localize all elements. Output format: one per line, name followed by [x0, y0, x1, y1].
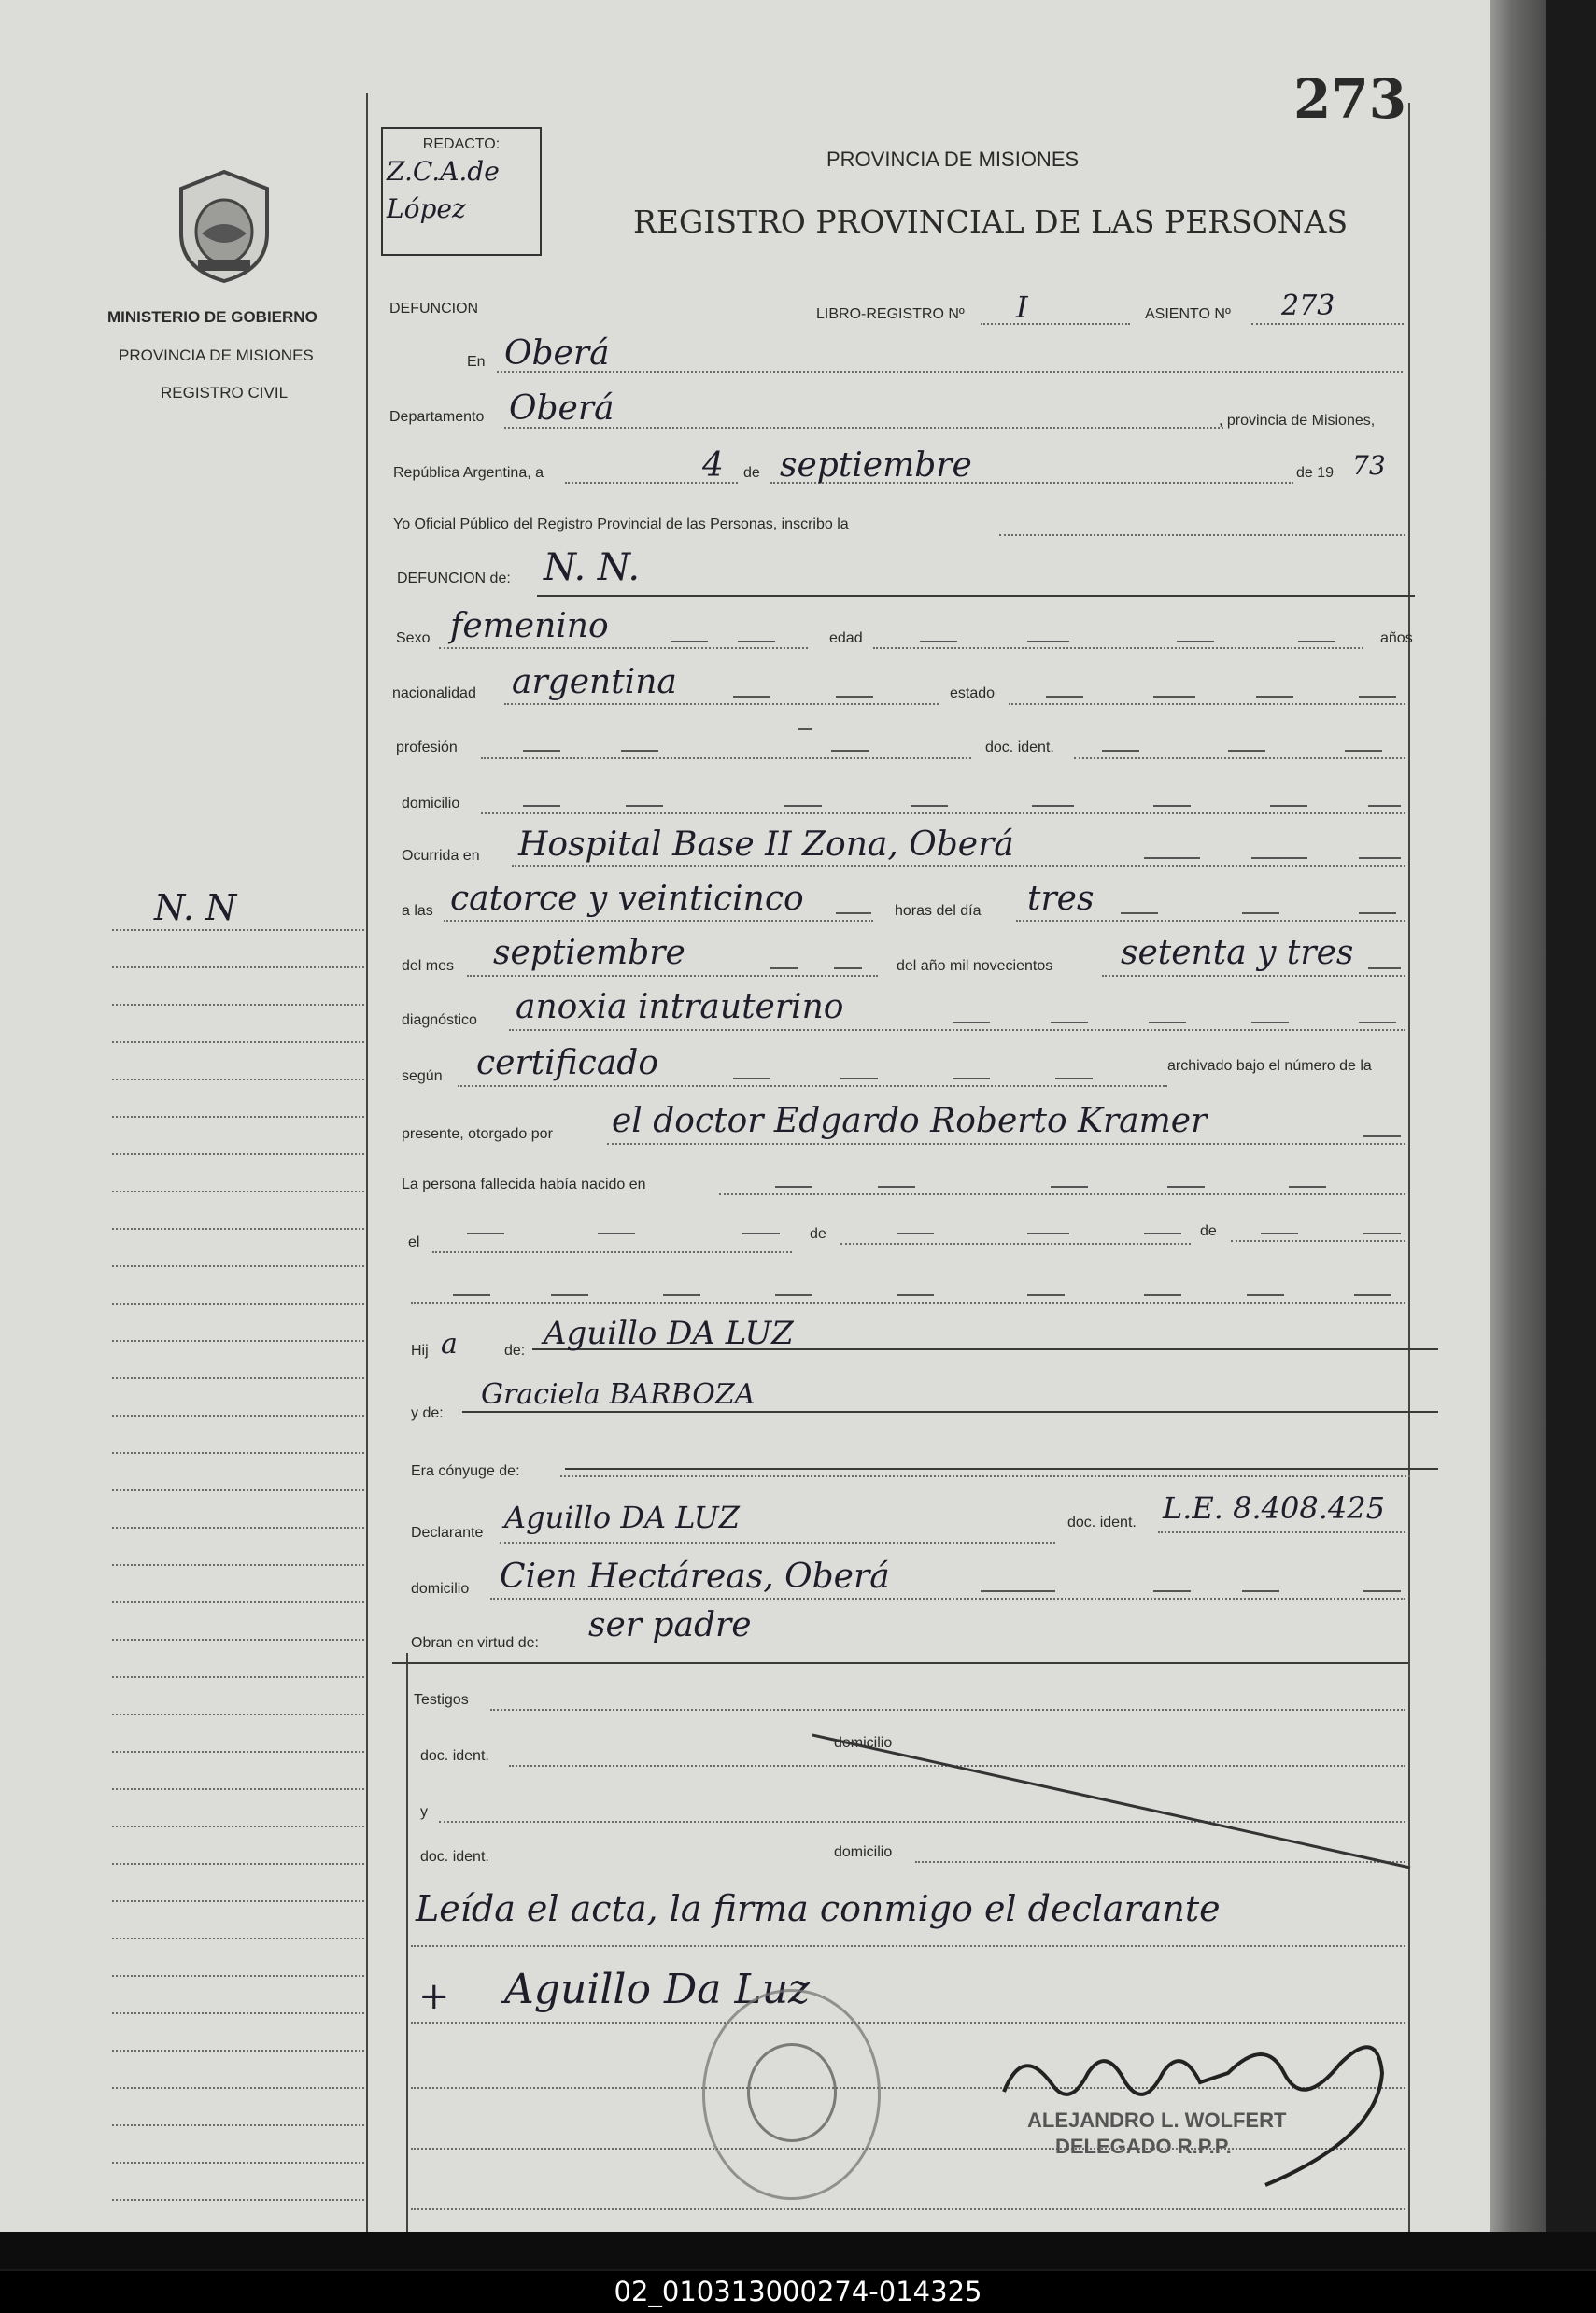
- anos-label: años: [1380, 630, 1413, 646]
- obran-value: ser padre: [588, 1606, 752, 1644]
- testigo-doc-label: doc. ident.: [420, 1748, 489, 1764]
- testigos-label: Testigos: [414, 1692, 469, 1708]
- coat-of-arms-seal: [174, 168, 275, 285]
- redacto-label: REDACTO:: [422, 136, 501, 152]
- defuncion-de-value: N. N.: [544, 546, 641, 589]
- dia-ocurrida-value: tres: [1027, 880, 1095, 918]
- decl-domicilio-label: domicilio: [411, 1581, 470, 1597]
- closing-plus: +: [418, 1975, 450, 2018]
- asiento-label: ASIENTO Nº: [1145, 306, 1231, 322]
- libro-label: LIBRO-REGISTRO Nº: [816, 306, 965, 322]
- redacto-box: [381, 127, 542, 256]
- diagnostico-label: diagnóstico: [402, 1012, 477, 1028]
- de-year-label: de 19: [1296, 465, 1335, 481]
- registro-civil-label: REGISTRO CIVIL: [161, 384, 289, 402]
- de2-label: de: [1200, 1223, 1217, 1239]
- left-margin-line: [366, 93, 368, 2232]
- closing-text: Leída el acta, la firma conmigo el declarante: [416, 1888, 1221, 1929]
- testigo2-domicilio-label: domicilio: [834, 1844, 893, 1860]
- nacionalidad-value: argentina: [512, 663, 677, 701]
- dia-value: 4: [702, 446, 724, 485]
- a-las-label: a las: [402, 903, 433, 919]
- segun-value: certificado: [476, 1044, 659, 1082]
- provincia-label: PROVINCIA DE MISIONES: [119, 346, 314, 364]
- asiento-value: 273: [1281, 289, 1335, 322]
- margin-note: N. N: [154, 887, 237, 928]
- republica-label: República Argentina, a: [393, 465, 544, 481]
- a-las-value: catorce y veinticinco: [450, 880, 804, 918]
- ministerio-label: MINISTERIO DE GOBIERNO: [107, 308, 318, 326]
- defuncion-de-label: DEFUNCION de:: [397, 571, 511, 586]
- year-value: 73: [1352, 450, 1386, 481]
- horas-label: horas del día: [895, 903, 982, 919]
- profesion-doc-label: doc. ident.: [985, 740, 1054, 755]
- departamento-value: Oberá: [509, 389, 614, 428]
- declarante-value: Aguillo DA LUZ: [504, 1500, 740, 1535]
- hij-suffix: a: [441, 1328, 458, 1361]
- archivado-label: archivado bajo el número de la: [1167, 1058, 1372, 1074]
- defuncion-label: DEFUNCION: [389, 301, 479, 317]
- de1-label: de: [810, 1226, 826, 1242]
- decl-doc-value: L.E. 8.408.425: [1163, 1490, 1385, 1526]
- madre-value: Graciela BARBOZA: [481, 1378, 756, 1411]
- inner-left-line: [406, 1653, 408, 2232]
- yo-oficial-text: Yo Oficial Público del Registro Provincial de las Personas, inscribo la: [393, 516, 849, 532]
- scan-border: [0, 2232, 1596, 2269]
- header-province: PROVINCIA DE MISIONES: [826, 148, 1080, 171]
- en-label: En: [467, 354, 486, 370]
- conyuge-label: Era cónyuge de:: [411, 1463, 520, 1479]
- nacido-label: La persona fallecida había nacido en: [402, 1177, 646, 1192]
- decl-doc-label: doc. ident.: [1067, 1515, 1137, 1530]
- diagnostico-value: anoxia intrauterino: [516, 988, 844, 1026]
- testigo2-doc-label: doc. ident.: [420, 1849, 489, 1865]
- segun-label: según: [402, 1068, 443, 1084]
- hij-de-label: de:: [504, 1343, 526, 1359]
- nacionalidad-label: nacionalidad: [392, 685, 476, 701]
- declarante-label: Declarante: [411, 1525, 484, 1541]
- obran-label: Obran en virtud de:: [411, 1635, 539, 1651]
- hij-label: Hij: [411, 1343, 429, 1359]
- profesion-label: profesión: [396, 740, 458, 755]
- ocurrida-label: Ocurrida en: [402, 848, 480, 864]
- sexo-label: Sexo: [396, 630, 431, 646]
- mes-value: septiembre: [780, 446, 972, 485]
- del-mes-value: septiembre: [493, 934, 685, 972]
- witness-strike-line: [812, 1728, 1419, 1877]
- rubber-stamp-name: ALEJANDRO L. WOLFERT: [1027, 2108, 1287, 2132]
- el-label: el: [408, 1234, 420, 1250]
- redacto-name: Z.C.A.de López: [387, 156, 500, 224]
- testigo-domicilio-label: domicilio: [834, 1735, 893, 1751]
- del-ano-value: setenta y tres: [1121, 934, 1354, 972]
- sexo-value: femenino: [450, 607, 609, 645]
- presente-value: el doctor Edgardo Roberto Kramer: [612, 1102, 1208, 1140]
- book-binding: [1490, 0, 1546, 2232]
- domicilio-label: domicilio: [402, 796, 460, 811]
- registry-round-stamp: [702, 1989, 881, 2200]
- libro-value: I: [1016, 289, 1028, 325]
- presente-label: presente, otorgado por: [402, 1126, 553, 1142]
- official-signature: [985, 2008, 1396, 2194]
- ocurrida-value: Hospital Base II Zona, Oberá: [518, 825, 1014, 864]
- image-caption: 02_010313000274-014325: [0, 2271, 1596, 2313]
- decl-domicilio-value: Cien Hectáreas, Oberá: [500, 1558, 890, 1596]
- departamento-label: Departamento: [389, 409, 485, 425]
- rubber-stamp-title: DELEGADO R.P.P.: [1055, 2135, 1232, 2158]
- declarant-signature: Aguillo Da Luz: [504, 1966, 811, 2013]
- del-ano-label: del año mil novecientos: [897, 958, 1053, 974]
- edad-label: edad: [829, 630, 863, 646]
- page-number: 273: [1293, 67, 1407, 131]
- header-title: REGISTRO PROVINCIAL DE LAS PERSONAS: [633, 204, 1349, 240]
- estado-label: estado: [950, 685, 996, 701]
- witness-box-top: [392, 1662, 1408, 1664]
- del-mes-label: del mes: [402, 958, 455, 974]
- provincia-suffix: , provincia de Misiones,: [1219, 413, 1376, 429]
- y-label: y: [420, 1804, 428, 1820]
- padre-value: Aguillo DA LUZ: [544, 1315, 794, 1352]
- form-right-line: [1408, 103, 1410, 2232]
- en-value: Oberá: [504, 334, 610, 373]
- y-de-label: y de:: [411, 1405, 444, 1421]
- de-label: de: [743, 465, 760, 481]
